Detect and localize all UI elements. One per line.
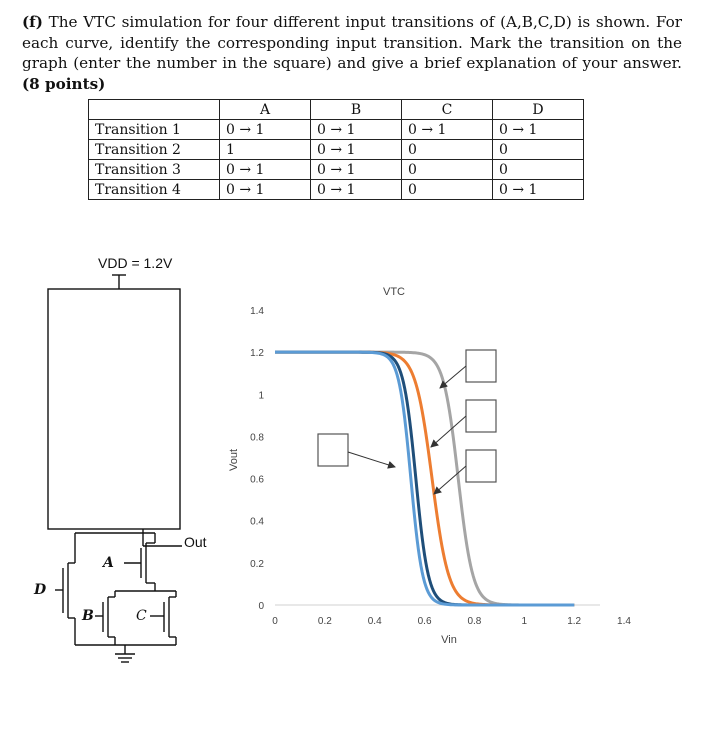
- nmos-a: [124, 533, 155, 591]
- vtc-curve-dark-blue: [275, 352, 574, 605]
- pullup-network-box: [48, 289, 180, 529]
- nmos-d: [55, 563, 75, 618]
- d-label: D: [34, 582, 47, 598]
- x-tick-label: 0.2: [317, 616, 332, 627]
- arrow: [440, 366, 466, 388]
- y-tick-labels: [250, 306, 264, 612]
- x-tick-label: 1: [521, 616, 528, 627]
- y-tick-label: 1.4: [250, 306, 264, 317]
- circuit: [33, 255, 207, 662]
- vtc-curves: [275, 352, 574, 605]
- arrow: [434, 466, 466, 494]
- table-header-b: B: [311, 100, 402, 120]
- question-label: (f): [22, 13, 43, 31]
- x-tick-label: 0.8: [467, 616, 482, 627]
- table-header-a: A: [220, 100, 311, 120]
- answer-box[interactable]: [466, 400, 496, 432]
- x-tick-label: 0.4: [367, 616, 382, 627]
- y-tick-label: 0.2: [250, 558, 264, 570]
- cell-d: 0 → 1: [493, 180, 584, 200]
- vtc-curve-light-blue: [275, 352, 574, 605]
- question-body: The VTC simulation for four different input transitions of (A,B,C,D) is shown. For each curve, identify the corresponding input transition. Mark the transition on the graph (enter the number in the square) and give a brief explanation of your answer.: [22, 13, 682, 72]
- vtc-curve-orange: [275, 352, 574, 605]
- y-tick-label: 1.2: [250, 348, 264, 360]
- c-label: C: [136, 608, 147, 624]
- x-tick-label: 1.4: [617, 616, 631, 627]
- x-tick-label: 0: [272, 616, 278, 627]
- vtc-curve-gray: [275, 352, 574, 605]
- x-tick-label: 1.2: [567, 616, 582, 627]
- cell-a: 1: [220, 140, 311, 160]
- table-header-d: D: [493, 100, 584, 120]
- cell-b: 0 → 1: [311, 140, 402, 160]
- b-label: B: [82, 608, 94, 624]
- nmos-b: [95, 591, 115, 645]
- a-label: A: [103, 555, 114, 571]
- table-header-c: C: [402, 100, 493, 120]
- x-axis-label: Vin: [441, 634, 457, 646]
- cell-c: 0: [402, 140, 493, 160]
- cell-d: 0 → 1: [493, 120, 584, 140]
- y-tick-label: 1: [258, 390, 264, 402]
- question-points: (8 points): [22, 74, 106, 93]
- cell-a: 0 → 1: [220, 160, 311, 180]
- arrow: [348, 452, 395, 467]
- vdd-label: VDD = 1.2V: [98, 255, 173, 271]
- answer-box[interactable]: [466, 450, 496, 482]
- chart-title: VTC: [383, 286, 405, 298]
- nmos-c: [150, 591, 176, 645]
- answer-box[interactable]: [466, 350, 496, 382]
- answer-annotations: [318, 350, 496, 494]
- y-axis-label: Vout: [228, 448, 240, 472]
- y-tick-label: 0.6: [250, 474, 264, 486]
- row-label: Transition 3: [89, 160, 220, 180]
- cell-c: 0: [402, 160, 493, 180]
- cell-b: 0 → 1: [311, 160, 402, 180]
- row-label: Transition 1: [89, 120, 220, 140]
- out-label: Out: [184, 534, 207, 550]
- x-tick-labels: [272, 616, 631, 627]
- row-label: Transition 2: [89, 140, 220, 160]
- cell-a: 0 → 1: [220, 180, 311, 200]
- y-tick-label: 0: [258, 601, 264, 612]
- cell-c: 0 → 1: [402, 120, 493, 140]
- arrow: [431, 416, 466, 447]
- cell-d: 0: [493, 140, 584, 160]
- cell-b: 0 → 1: [311, 120, 402, 140]
- y-tick-label: 0.4: [250, 516, 264, 528]
- row-label: Transition 4: [89, 180, 220, 200]
- y-tick-label: 0.8: [250, 432, 264, 444]
- ground-icon: [115, 645, 135, 662]
- cell-a: 0 → 1: [220, 120, 311, 140]
- cell-b: 0 → 1: [311, 180, 402, 200]
- answer-box[interactable]: [318, 434, 348, 466]
- x-tick-label: 0.6: [417, 616, 432, 627]
- vtc-chart: [228, 286, 631, 646]
- cell-d: 0: [493, 160, 584, 180]
- cell-c: 0: [402, 180, 493, 200]
